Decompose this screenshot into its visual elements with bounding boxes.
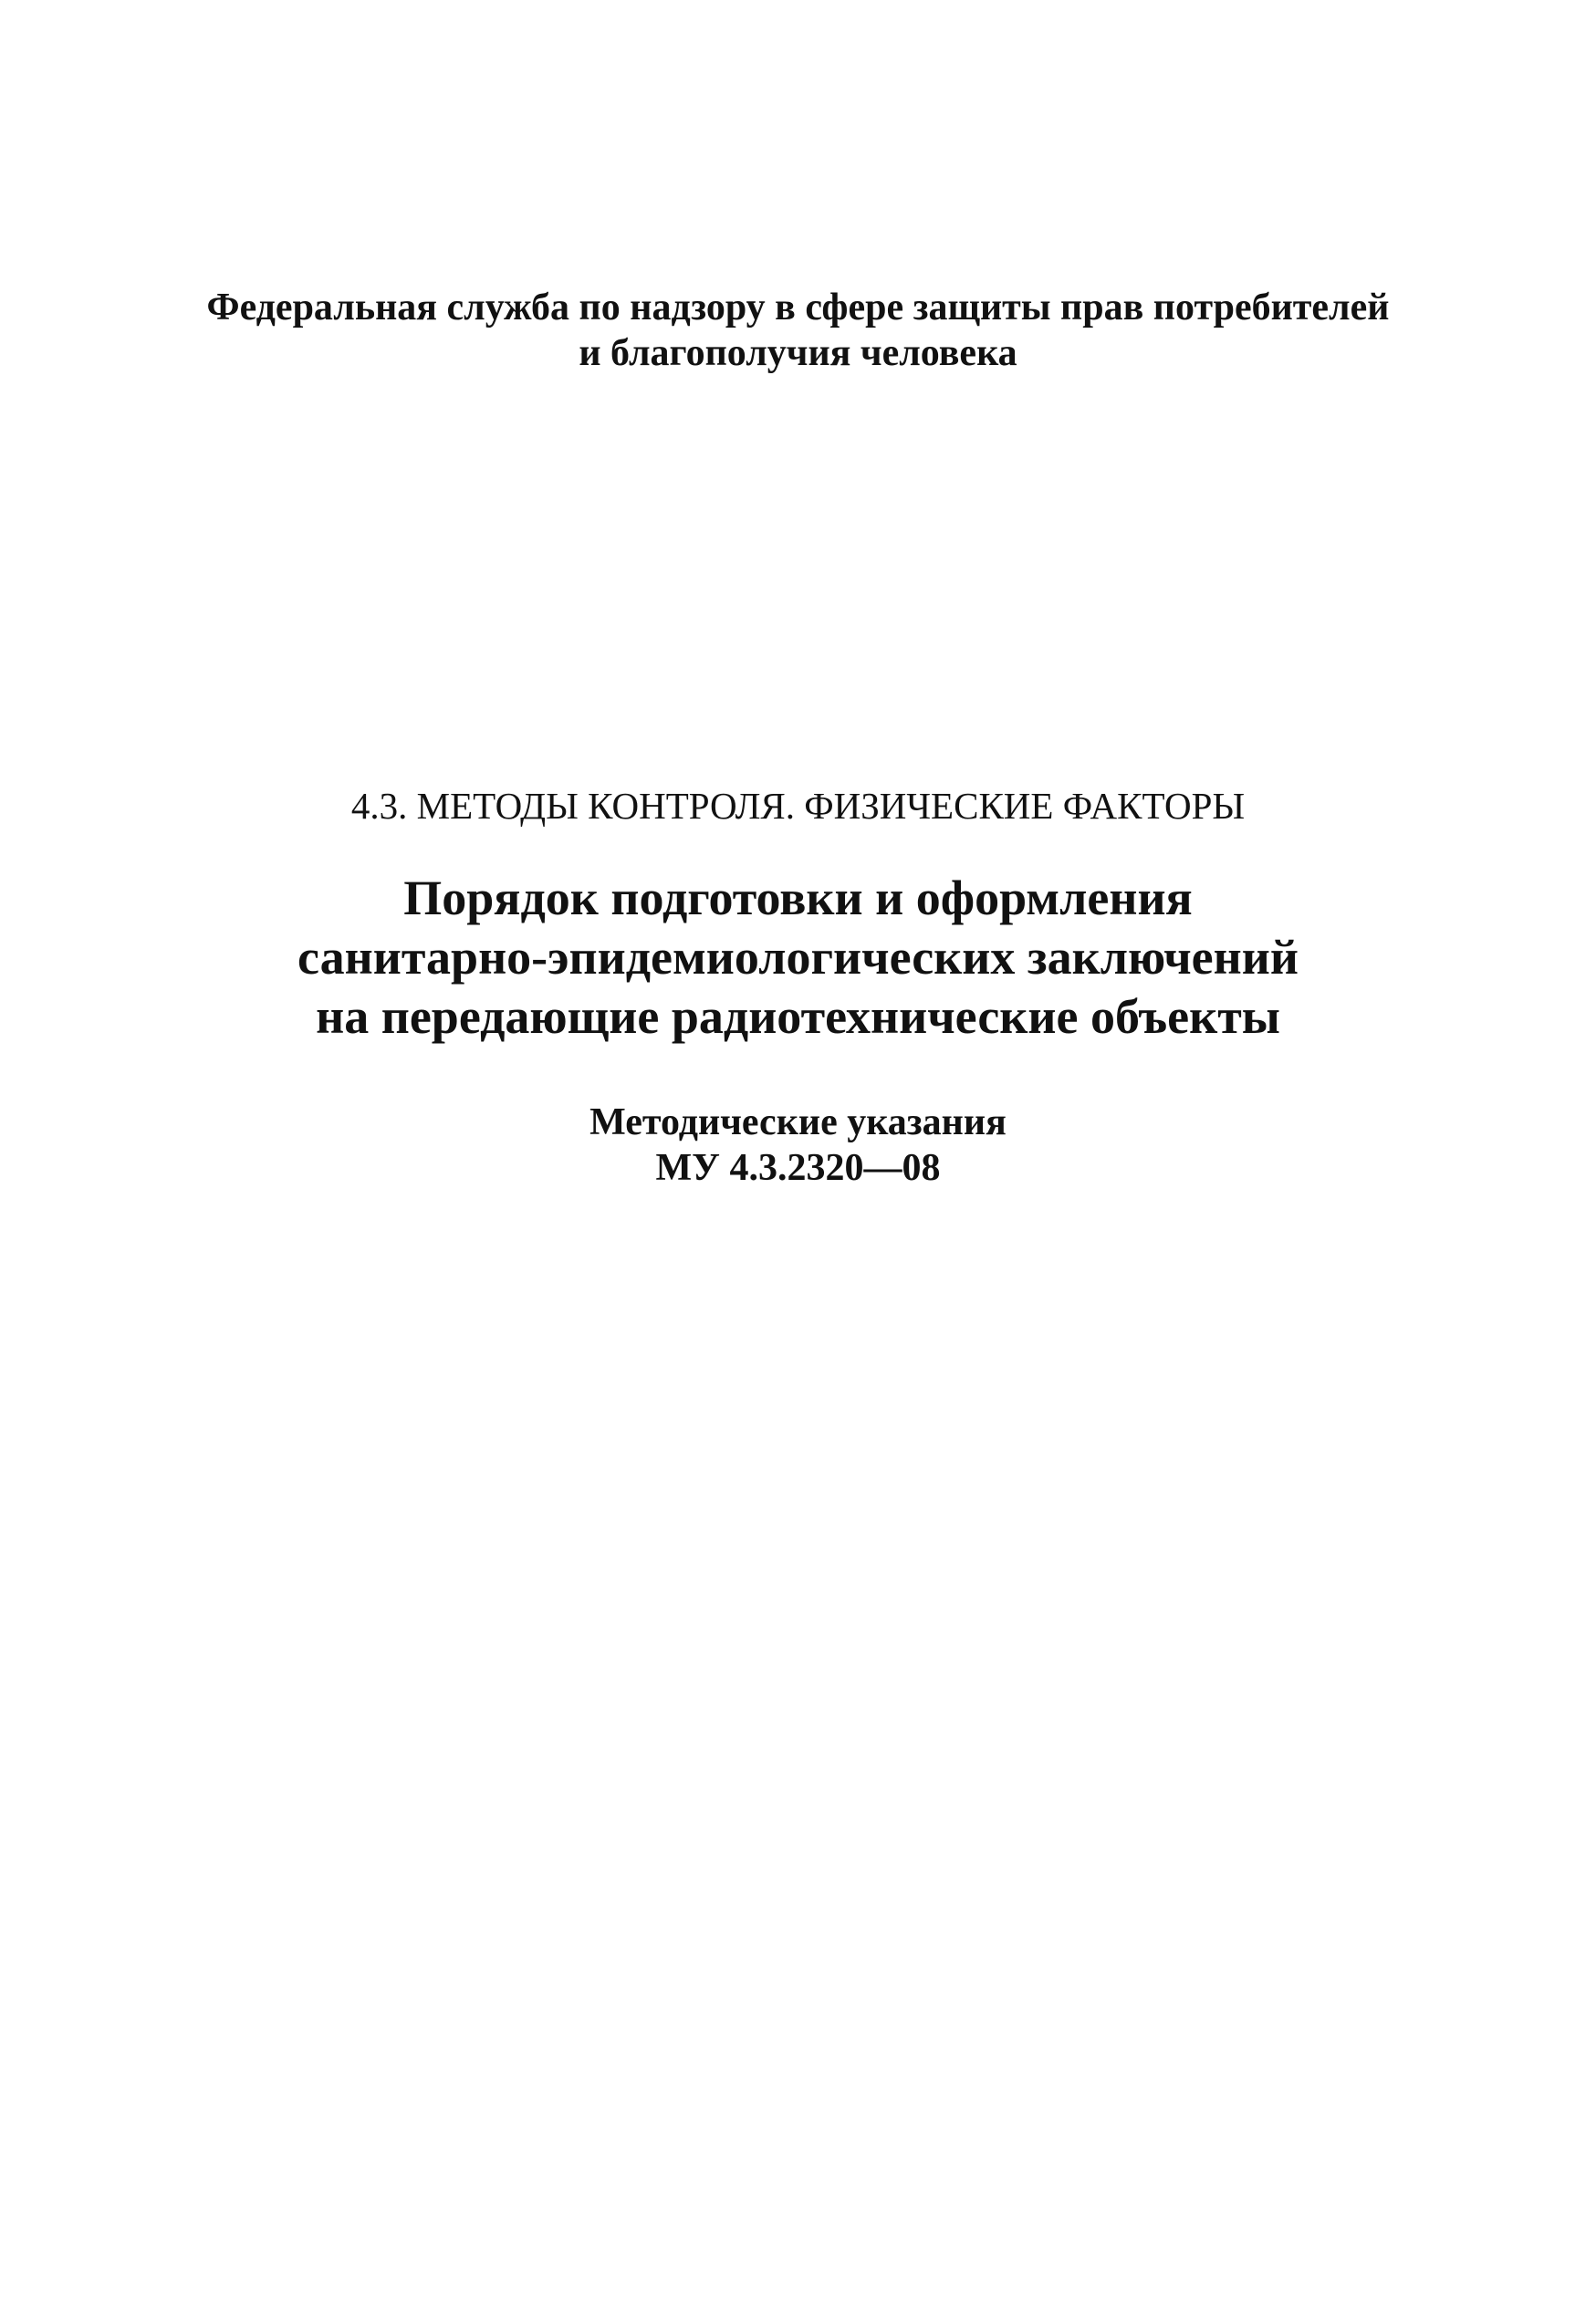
document-title-line-1: Порядок подготовки и оформления (403, 871, 1193, 925)
agency-name-line-1: Федеральная служба по надзору в сфере защиты прав потребителей (206, 287, 1390, 328)
document-type: Методические указания (589, 1101, 1007, 1143)
document-title-line-2: санитарно-эпидемиологических заключений (297, 930, 1299, 985)
section-heading: 4.3. МЕТОДЫ КОНТРОЛЯ. ФИЗИЧЕСКИЕ ФАКТОРЫ (350, 785, 1246, 827)
document-code: МУ 4.3.2320—08 (655, 1147, 941, 1189)
agency-name (0, 285, 1596, 376)
document-type-block (0, 1100, 1596, 1191)
document-title (0, 869, 1596, 1047)
document-title-line-3: на передающие радиотехнические объекты (316, 989, 1280, 1044)
agency-name-line-2: и благополучия человека (579, 332, 1017, 374)
